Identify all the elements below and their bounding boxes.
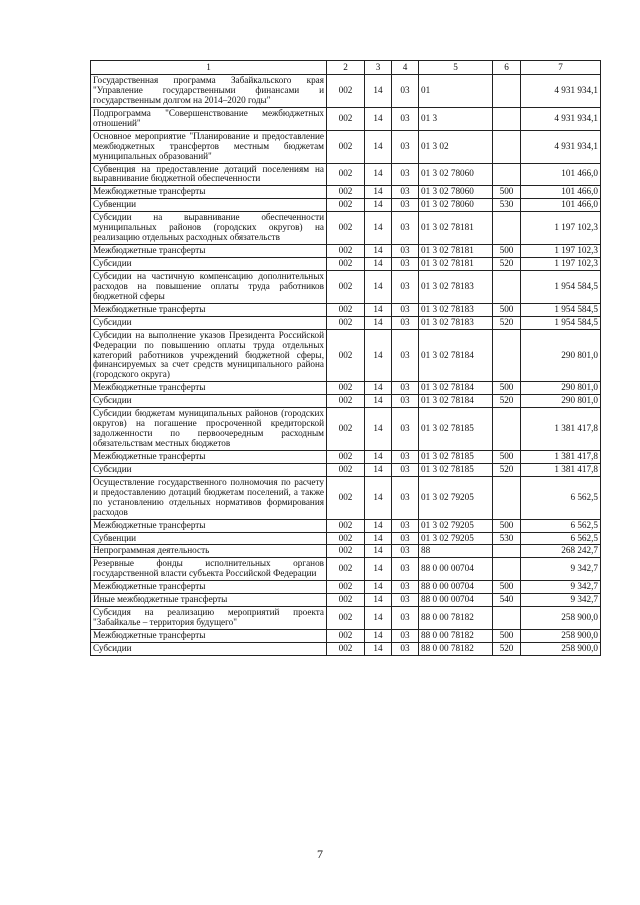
- row-admin-code: 002: [327, 519, 365, 532]
- row-name: Субсидия на реализацию мероприятий проекта "Забайкалье – территория будущего": [91, 607, 327, 630]
- row-target-article: 01 3 02 78060: [419, 163, 493, 186]
- row-subsection: 03: [392, 607, 419, 630]
- row-amount: 4 931 934,1: [521, 130, 601, 163]
- row-expense-type: 540: [493, 594, 521, 607]
- row-admin-code: 002: [327, 476, 365, 519]
- row-amount: 258 900,0: [521, 607, 601, 630]
- row-name: Субсидии на выравнивание обеспеченности муниципальных районов (городских округов) на реализацию отдельных расходных обязательств: [91, 212, 327, 245]
- row-expense-type: [493, 329, 521, 382]
- row-admin-code: 002: [327, 186, 365, 199]
- row-name: Субсидии: [91, 258, 327, 271]
- row-subsection: 03: [392, 303, 419, 316]
- table-row: [91, 163, 601, 186]
- row-section: 14: [365, 450, 392, 463]
- table-row: [91, 130, 601, 163]
- row-section: 14: [365, 107, 392, 130]
- row-name: Субсидии: [91, 642, 327, 655]
- row-target-article: 88 0 00 78182: [419, 642, 493, 655]
- row-name: Межбюджетные трансферты: [91, 245, 327, 258]
- row-target-article: 01 3 02 78181: [419, 245, 493, 258]
- row-name: Межбюджетные трансферты: [91, 450, 327, 463]
- row-section: 14: [365, 382, 392, 395]
- row-subsection: 03: [392, 270, 419, 303]
- row-admin-code: 002: [327, 316, 365, 329]
- row-target-article: 01 3 02 78184: [419, 395, 493, 408]
- header-row: [91, 61, 601, 75]
- row-expense-type: [493, 408, 521, 451]
- row-expense-type: 520: [493, 258, 521, 271]
- row-expense-type: 500: [493, 450, 521, 463]
- header-col-5: 5: [419, 61, 493, 75]
- row-subsection: 03: [392, 382, 419, 395]
- table-row: [91, 270, 601, 303]
- row-section: 14: [365, 594, 392, 607]
- row-subsection: 03: [392, 450, 419, 463]
- row-section: 14: [365, 408, 392, 451]
- row-amount: 258 900,0: [521, 630, 601, 643]
- row-target-article: 01 3 02 79205: [419, 476, 493, 519]
- row-subsection: 03: [392, 75, 419, 108]
- row-section: 14: [365, 558, 392, 581]
- header-col-4: 4: [392, 61, 419, 75]
- row-subsection: 03: [392, 594, 419, 607]
- row-subsection: 03: [392, 532, 419, 545]
- row-admin-code: 002: [327, 581, 365, 594]
- row-section: 14: [365, 186, 392, 199]
- row-target-article: 88 0 00 00704: [419, 558, 493, 581]
- row-target-article: 88 0 00 78182: [419, 630, 493, 643]
- row-target-article: 01 3 02 78060: [419, 199, 493, 212]
- row-expense-type: [493, 558, 521, 581]
- table-row: [91, 558, 601, 581]
- row-expense-type: [493, 212, 521, 245]
- row-target-article: 01 3 02 78183: [419, 303, 493, 316]
- row-amount: 1 197 102,3: [521, 212, 601, 245]
- table-row: [91, 408, 601, 451]
- row-target-article: 01 3 02 78184: [419, 382, 493, 395]
- row-subsection: 03: [392, 642, 419, 655]
- row-amount: 6 562,5: [521, 476, 601, 519]
- row-subsection: 03: [392, 630, 419, 643]
- row-name: Субвенции: [91, 532, 327, 545]
- budget-table: [90, 60, 601, 656]
- row-section: 14: [365, 532, 392, 545]
- row-subsection: 03: [392, 408, 419, 451]
- header-col-2: 2: [327, 61, 365, 75]
- row-expense-type: [493, 107, 521, 130]
- table-row: [91, 316, 601, 329]
- row-subsection: 03: [392, 463, 419, 476]
- header-col-1: 1: [91, 61, 327, 75]
- row-target-article: 01 3 02 78060: [419, 186, 493, 199]
- header-col-6: 6: [493, 61, 521, 75]
- page-number: 7: [317, 847, 323, 861]
- row-expense-type: [493, 130, 521, 163]
- row-subsection: 03: [392, 245, 419, 258]
- row-target-article: 88: [419, 545, 493, 558]
- row-name: Субсидии: [91, 463, 327, 476]
- row-section: 14: [365, 75, 392, 108]
- row-admin-code: 002: [327, 245, 365, 258]
- row-amount: 6 562,5: [521, 519, 601, 532]
- row-admin-code: 002: [327, 303, 365, 316]
- row-admin-code: 002: [327, 163, 365, 186]
- table-row: [91, 463, 601, 476]
- row-name: Субсидии на выполнение указов Президента Российской Федерации по повышению оплаты труда отдельных категорий работников учреждений бюджетной сферы, финансируемых за счет средств муниципального района (городского округа): [91, 329, 327, 382]
- row-amount: 1 381 417,8: [521, 463, 601, 476]
- row-expense-type: 520: [493, 463, 521, 476]
- row-admin-code: 002: [327, 545, 365, 558]
- row-name: Государственная программа Забайкальского края "Управление государственными финансами и государственным долгом на 2014–2020 годы": [91, 75, 327, 108]
- table-row: [91, 519, 601, 532]
- row-section: 14: [365, 476, 392, 519]
- row-name: Субсидии: [91, 316, 327, 329]
- row-section: 14: [365, 212, 392, 245]
- header-col-3: 3: [365, 61, 392, 75]
- row-target-article: 01 3 02 79205: [419, 532, 493, 545]
- row-section: 14: [365, 630, 392, 643]
- row-name: Осуществление государственного полномочия по расчету и предоставлению дотаций бюджетам поселений, а также по установлению отдельных нормативов формирования расходов: [91, 476, 327, 519]
- row-name: Межбюджетные трансферты: [91, 303, 327, 316]
- row-subsection: 03: [392, 163, 419, 186]
- row-name: Межбюджетные трансферты: [91, 630, 327, 643]
- row-amount: 1 954 584,5: [521, 303, 601, 316]
- row-amount: 101 466,0: [521, 163, 601, 186]
- row-expense-type: [493, 607, 521, 630]
- row-name: Субвенция на предоставление дотаций поселениям на выравнивание бюджетной обеспеченности: [91, 163, 327, 186]
- row-section: 14: [365, 642, 392, 655]
- row-amount: 1 197 102,3: [521, 258, 601, 271]
- row-name: Межбюджетные трансферты: [91, 382, 327, 395]
- row-subsection: 03: [392, 476, 419, 519]
- row-section: 14: [365, 199, 392, 212]
- row-admin-code: 002: [327, 450, 365, 463]
- row-target-article: 01 3 02 79205: [419, 519, 493, 532]
- row-subsection: 03: [392, 329, 419, 382]
- row-admin-code: 002: [327, 270, 365, 303]
- row-subsection: 03: [392, 545, 419, 558]
- row-expense-type: 500: [493, 519, 521, 532]
- row-amount: 9 342,7: [521, 558, 601, 581]
- row-section: 14: [365, 581, 392, 594]
- row-expense-type: 520: [493, 642, 521, 655]
- row-amount: 290 801,0: [521, 395, 601, 408]
- table-header: [91, 61, 601, 75]
- row-admin-code: 002: [327, 408, 365, 451]
- row-admin-code: 002: [327, 642, 365, 655]
- table-row: [91, 532, 601, 545]
- row-subsection: 03: [392, 107, 419, 130]
- row-amount: 1 954 584,5: [521, 316, 601, 329]
- row-admin-code: 002: [327, 594, 365, 607]
- row-target-article: 01 3 02 78183: [419, 270, 493, 303]
- row-subsection: 03: [392, 558, 419, 581]
- row-name: Субсидии бюджетам муниципальных районов (городских округов) на погашение просроченной кредиторской задолженности по первоочередным расходным обязательствам местных бюджетов: [91, 408, 327, 451]
- row-name: Субвенции: [91, 199, 327, 212]
- row-expense-type: [493, 75, 521, 108]
- row-target-article: 01 3 02 78181: [419, 212, 493, 245]
- row-expense-type: 520: [493, 316, 521, 329]
- table-row: [91, 581, 601, 594]
- row-admin-code: 002: [327, 258, 365, 271]
- table-row: [91, 258, 601, 271]
- row-section: 14: [365, 607, 392, 630]
- table-row: [91, 186, 601, 199]
- row-section: 14: [365, 258, 392, 271]
- table-row: [91, 545, 601, 558]
- table-row: [91, 212, 601, 245]
- row-subsection: 03: [392, 212, 419, 245]
- row-section: 14: [365, 395, 392, 408]
- table-row: [91, 107, 601, 130]
- row-amount: 1 381 417,8: [521, 408, 601, 451]
- row-admin-code: 002: [327, 75, 365, 108]
- row-amount: 268 242,7: [521, 545, 601, 558]
- row-target-article: 01 3 02 78181: [419, 258, 493, 271]
- table-row: [91, 450, 601, 463]
- row-admin-code: 002: [327, 329, 365, 382]
- row-subsection: 03: [392, 186, 419, 199]
- row-name: Подпрограмма "Совершенствование межбюджетных отношений": [91, 107, 327, 130]
- row-amount: 9 342,7: [521, 594, 601, 607]
- row-admin-code: 002: [327, 395, 365, 408]
- row-name: Межбюджетные трансферты: [91, 186, 327, 199]
- row-subsection: 03: [392, 258, 419, 271]
- row-amount: 9 342,7: [521, 581, 601, 594]
- row-amount: 290 801,0: [521, 329, 601, 382]
- row-amount: 290 801,0: [521, 382, 601, 395]
- table-row: [91, 594, 601, 607]
- row-amount: 258 900,0: [521, 642, 601, 655]
- row-target-article: 88 0 00 00704: [419, 594, 493, 607]
- row-target-article: 01 3 02 78185: [419, 408, 493, 451]
- row-expense-type: 520: [493, 395, 521, 408]
- row-name: Основное мероприятие "Планирование и предоставление межбюджетных трансфертов местным бюджетам муниципальных образований": [91, 130, 327, 163]
- row-subsection: 03: [392, 130, 419, 163]
- row-target-article: 01 3: [419, 107, 493, 130]
- row-amount: 1 197 102,3: [521, 245, 601, 258]
- table-row: [91, 303, 601, 316]
- table-row: [91, 476, 601, 519]
- row-section: 14: [365, 329, 392, 382]
- row-expense-type: [493, 270, 521, 303]
- table-row: [91, 245, 601, 258]
- row-name: Субсидии на частичную компенсацию дополнительных расходов на повышение оплаты труда работников бюджетной сферы: [91, 270, 327, 303]
- row-expense-type: 500: [493, 245, 521, 258]
- row-name: Иные межбюджетные трансферты: [91, 594, 327, 607]
- row-section: 14: [365, 130, 392, 163]
- row-expense-type: 500: [493, 186, 521, 199]
- row-admin-code: 002: [327, 558, 365, 581]
- table-row: [91, 607, 601, 630]
- row-expense-type: 500: [493, 630, 521, 643]
- row-subsection: 03: [392, 395, 419, 408]
- row-section: 14: [365, 545, 392, 558]
- row-admin-code: 002: [327, 382, 365, 395]
- row-admin-code: 002: [327, 532, 365, 545]
- row-expense-type: 500: [493, 581, 521, 594]
- row-admin-code: 002: [327, 107, 365, 130]
- table-row: [91, 395, 601, 408]
- row-name: Непрограммная деятельность: [91, 545, 327, 558]
- table-row: [91, 329, 601, 382]
- header-col-7: 7: [521, 61, 601, 75]
- row-section: 14: [365, 270, 392, 303]
- row-section: 14: [365, 303, 392, 316]
- row-section: 14: [365, 163, 392, 186]
- row-target-article: 01 3 02 78183: [419, 316, 493, 329]
- table-row: [91, 642, 601, 655]
- row-subsection: 03: [392, 581, 419, 594]
- row-section: 14: [365, 316, 392, 329]
- table-row: [91, 199, 601, 212]
- row-expense-type: 530: [493, 532, 521, 545]
- row-target-article: 01 3 02 78185: [419, 463, 493, 476]
- row-amount: 4 931 934,1: [521, 75, 601, 108]
- table-body: [91, 75, 601, 656]
- table-row: [91, 75, 601, 108]
- row-section: 14: [365, 463, 392, 476]
- row-expense-type: [493, 545, 521, 558]
- row-expense-type: [493, 476, 521, 519]
- row-subsection: 03: [392, 316, 419, 329]
- row-section: 14: [365, 245, 392, 258]
- table-row: [91, 382, 601, 395]
- row-admin-code: 002: [327, 607, 365, 630]
- row-name: Межбюджетные трансферты: [91, 581, 327, 594]
- row-target-article: 01 3 02: [419, 130, 493, 163]
- table-row: [91, 630, 601, 643]
- row-admin-code: 002: [327, 199, 365, 212]
- row-admin-code: 002: [327, 130, 365, 163]
- row-amount: 1 381 417,8: [521, 450, 601, 463]
- row-name: Межбюджетные трансферты: [91, 519, 327, 532]
- row-target-article: 88 0 00 00704: [419, 581, 493, 594]
- row-target-article: 01 3 02 78185: [419, 450, 493, 463]
- row-subsection: 03: [392, 519, 419, 532]
- row-amount: 101 466,0: [521, 186, 601, 199]
- row-admin-code: 002: [327, 212, 365, 245]
- row-name: Субсидии: [91, 395, 327, 408]
- row-subsection: 03: [392, 199, 419, 212]
- row-target-article: 88 0 00 78182: [419, 607, 493, 630]
- row-amount: 1 954 584,5: [521, 270, 601, 303]
- row-target-article: 01: [419, 75, 493, 108]
- row-expense-type: [493, 163, 521, 186]
- row-admin-code: 002: [327, 630, 365, 643]
- row-target-article: 01 3 02 78184: [419, 329, 493, 382]
- row-amount: 101 466,0: [521, 199, 601, 212]
- row-name: Резервные фонды исполнительных органов государственной власти субъекта Российской Федерации: [91, 558, 327, 581]
- row-amount: 6 562,5: [521, 532, 601, 545]
- row-admin-code: 002: [327, 463, 365, 476]
- row-expense-type: 530: [493, 199, 521, 212]
- row-expense-type: 500: [493, 303, 521, 316]
- row-section: 14: [365, 519, 392, 532]
- row-expense-type: 500: [493, 382, 521, 395]
- row-amount: 4 931 934,1: [521, 107, 601, 130]
